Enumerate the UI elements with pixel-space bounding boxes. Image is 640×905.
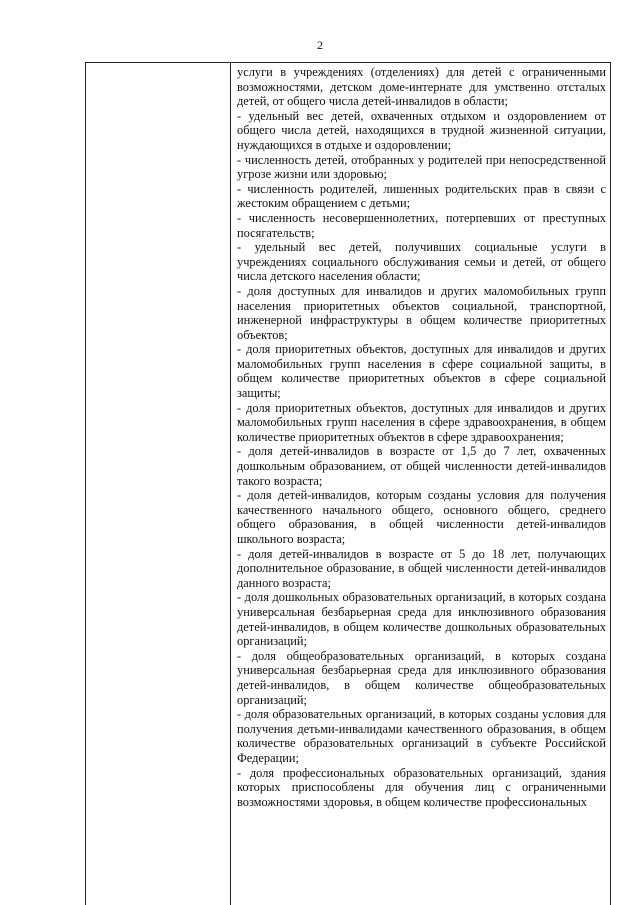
paragraph: - доля приоритетных объектов, доступных для инвалидов и других маломобильных групп населения в сфере здравоохранения, в общем количестве приоритетных объектов в сфере здравоохранения; (237, 400, 606, 444)
table-right-column (232, 63, 610, 905)
paragraph: - удельный вес детей, охваченных отдыхом и оздоровлением от общего числа детей, находящихся в трудной жизненной ситуации, нуждающихся в отдыхе и оздоровлении; (237, 108, 606, 152)
paragraph: - доля детей-инвалидов, которым созданы условия для получения качественного начального общего, основного общего, среднего общего образования, в общей численности детей-инвалидов школьного возраста; (237, 488, 606, 546)
paragraph: - доля общеобразовательных организаций, в которых создана универсальная безбарьерная среда для инклюзивного образования детей-инвалидов, в общем количестве общеобразовательных организаций; (237, 648, 606, 707)
paragraph: - численность детей, отобранных у родителей при непосредственной угрозе жизни или здоровью; (237, 152, 606, 182)
paragraph: - численность родителей, лишенных родительских прав в связи с жестоким обращением с детьми; (237, 181, 606, 211)
paragraph: - доля детей-инвалидов в возрасте от 5 до 18 лет, получающих дополнительное образование, в общей численности детей-инвалидов данного возраста; (237, 546, 606, 590)
paragraph: - доля детей-инвалидов в возрасте от 1,5 до 7 лет, охваченных дошкольным образованием, от общей численности детей-инвалидов такого возраста; (237, 444, 606, 488)
document-table (85, 62, 611, 905)
paragraph: - доля доступных для инвалидов и других маломобильных групп населения приоритетных объектов социальной, транспортной, инженерной инфраструктуры в общем количестве приоритетных объектов; (237, 283, 606, 342)
paragraph: - доля профессиональных образовательных организаций, здания которых приспособлены для обучения лиц с ограниченными возможностями здоровья, в общем количестве профессиональных (237, 765, 606, 809)
paragraph: услуги в учреждениях (отделениях) для детей с ограниченными возможностями, детском доме-интернате для умственно отсталых детей, от общего числа детей-инвалидов в области; (237, 65, 606, 109)
paragraph: - доля дошкольных образовательных организаций, в которых создана универсальная безбарьерная среда для инклюзивного образования детей-инвалидов, в общем количестве дошкольных образовательных организаций; (237, 590, 606, 649)
page-number: 2 (317, 38, 323, 52)
paragraph: - удельный вес детей, получивших социальные услуги в учреждениях социального обслуживания семьи и детей, от общего числа детского населения области; (237, 240, 606, 284)
paragraph: - доля приоритетных объектов, доступных для инвалидов и других маломобильных групп населения в сфере социальной защиты, в общем количестве приоритетных объектов в сфере социальной защиты; (237, 342, 606, 401)
paragraph: - численность несовершеннолетних, потерпевших от преступных посягательств; (237, 210, 606, 240)
paragraph: - доля образовательных организаций, в которых созданы условия для получения детьми-инвалидами качественного образования, в общем количестве образовательных организаций в субъекте Российской Федерации; (237, 707, 606, 765)
table-left-column (86, 63, 231, 905)
